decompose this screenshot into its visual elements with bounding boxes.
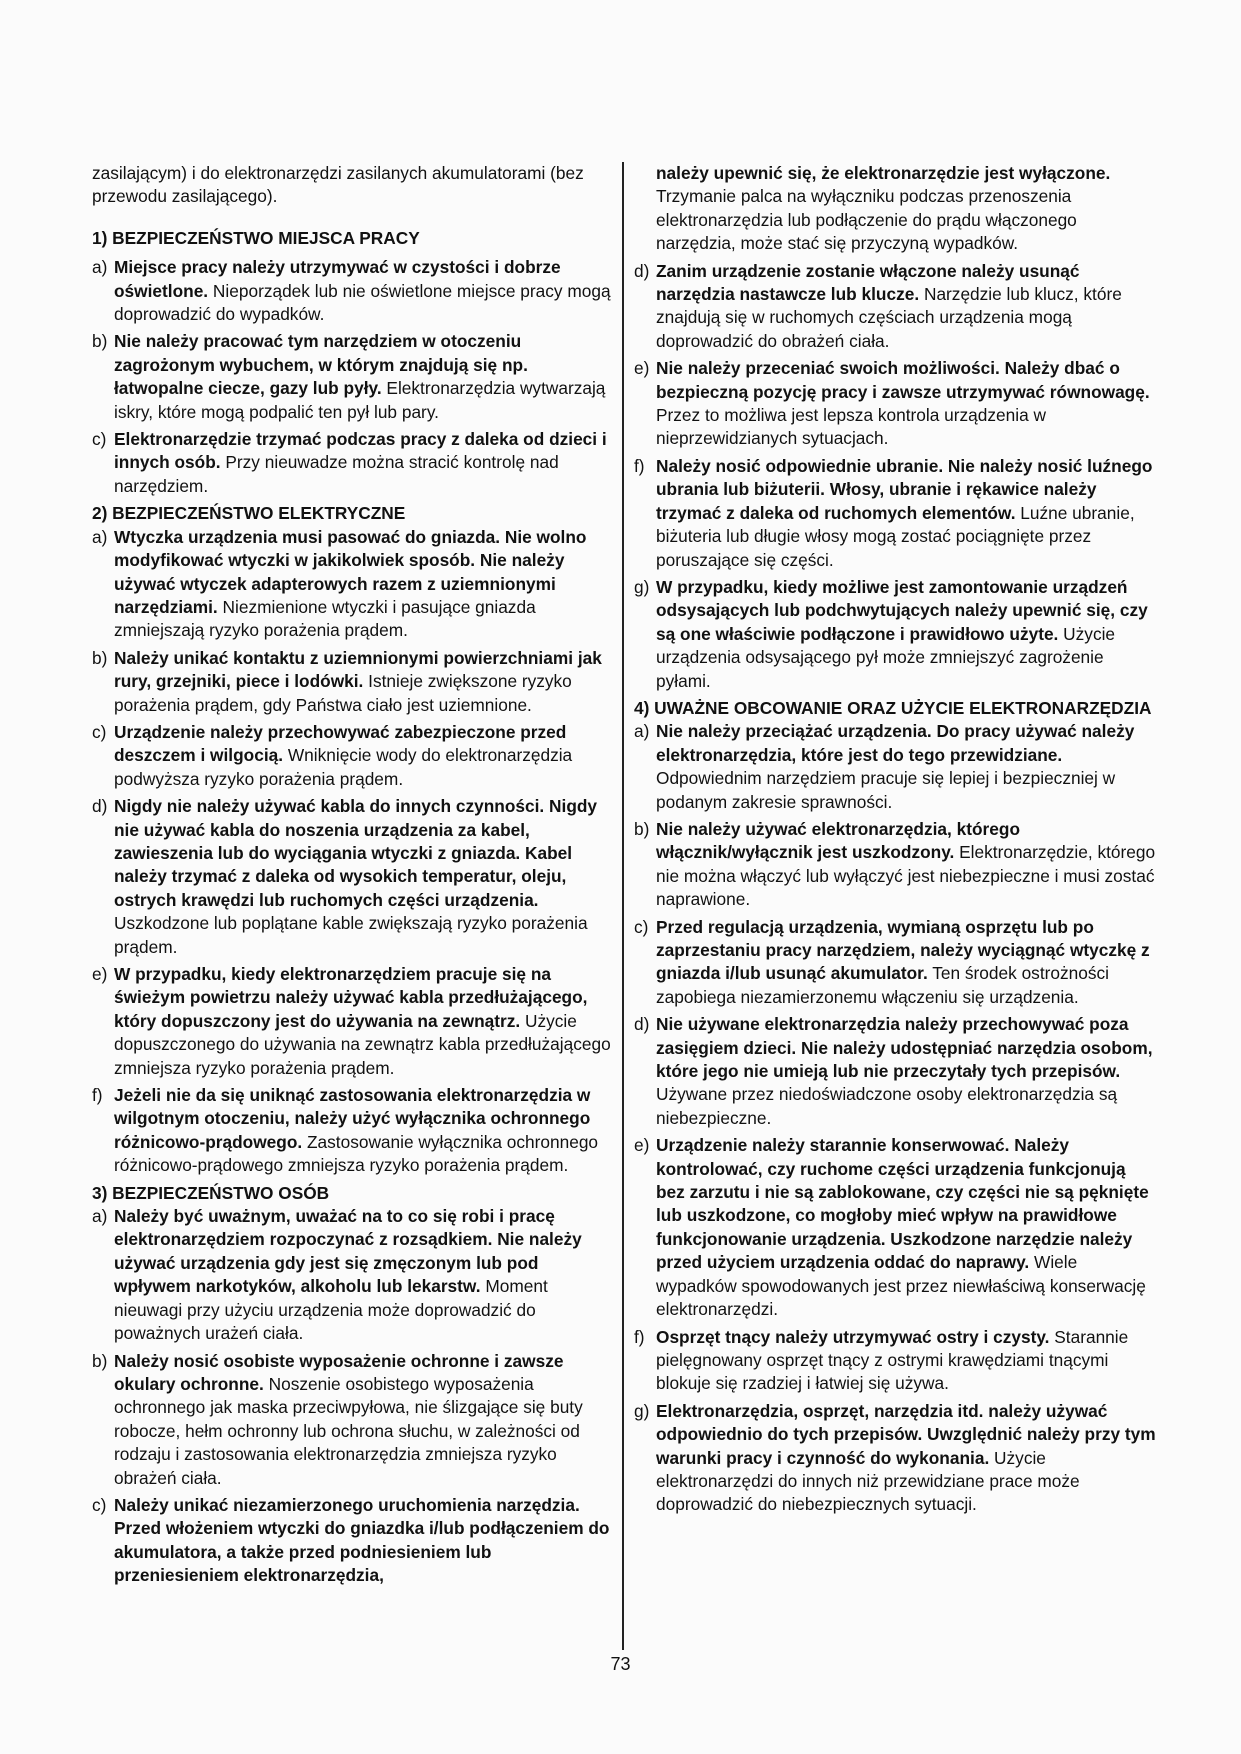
list-item bbox=[92, 963, 612, 1080]
list-item bbox=[92, 526, 612, 643]
list-item bbox=[634, 1013, 1158, 1130]
item-bold-text: Urządzenie należy starannie konserwować. Należy kontrolować, czy ruchome części urządzenia funkcjonują bez zarzutu i nie są zablokowane, czy części nie są pęknięte lub uszkodzone, co mogłoby mieć wpływ na prawidłowe funkcjonowanie urządzenia. Uszkodzone narzędzie należy przed użyciem urządzenia oddać do naprawy. bbox=[656, 1135, 1149, 1273]
list-item bbox=[634, 357, 1158, 451]
item-letter: c) bbox=[92, 1494, 107, 1515]
item-body bbox=[656, 1134, 1158, 1321]
item-text: Użycie dopuszczonego do używania na zewnątrz kabla przedłużającego zmniejsza ryzyko porażenia prądem. bbox=[114, 1010, 611, 1078]
item-bold-text: należy upewnić się, że elektronarzędzie jest wyłączone. bbox=[656, 163, 1111, 183]
item-body bbox=[114, 1205, 612, 1345]
list-item bbox=[634, 1400, 1158, 1517]
item-body bbox=[656, 576, 1158, 693]
item-letter: f) bbox=[634, 455, 645, 476]
item-body bbox=[114, 1494, 612, 1588]
list-item bbox=[634, 720, 1158, 814]
item-bold-text: Zanim urządzenie zostanie włączone należy usunąć narzędzia nastawcze lub klucze. bbox=[656, 260, 1080, 305]
item-body bbox=[656, 455, 1158, 572]
list-item bbox=[634, 1134, 1158, 1321]
item-letter: a) bbox=[92, 526, 108, 547]
left-column bbox=[92, 162, 612, 1592]
item-body bbox=[656, 1326, 1158, 1396]
list-item bbox=[634, 576, 1158, 693]
item-letter: b) bbox=[92, 1350, 108, 1371]
item-letter: c) bbox=[92, 429, 107, 450]
list-item bbox=[634, 818, 1158, 912]
item-text: Istnieje zwiększone ryzyko porażenia prądem, gdy Państwa ciało jest uziemnione. bbox=[114, 671, 572, 715]
item-text: Wniknięcie wody do elektronarzędzia podwyższa ryzyko porażenia prądem. bbox=[114, 745, 573, 789]
item-letter: d) bbox=[634, 260, 650, 281]
list-item bbox=[92, 1084, 612, 1178]
item-body bbox=[656, 357, 1158, 451]
list-item bbox=[92, 795, 612, 959]
item-letter: e) bbox=[634, 358, 650, 379]
item-body bbox=[114, 795, 612, 959]
item-text: Przy nieuwadze można stracić kontrolę nad narzędziem. bbox=[114, 452, 559, 496]
item-bold-text: Elektronarzędzia, osprzęt, narzędzia itd. należy używać odpowiednio do tych przepisów. Uwzględnić należy przy tym warunki pracy i czynność do wykonania. bbox=[656, 1400, 1156, 1468]
item-bold-text: Nie należy używać elektronarzędzia, którego włącznik/wyłącznik jest uszkodzony. bbox=[656, 818, 1020, 863]
page-number: 73 bbox=[610, 1654, 631, 1674]
item-text: Nieporządek lub nie oświetlone miejsce pracy mogą doprowadzić do wypadków. bbox=[114, 280, 611, 325]
item-text: Wiele wypadków spowodowanych jest przez niewłaściwą konserwację elektronarzędzi. bbox=[656, 1252, 1146, 1320]
item-body bbox=[114, 330, 612, 424]
item-body bbox=[114, 428, 612, 498]
item-letter: e) bbox=[92, 964, 108, 984]
list-item bbox=[92, 256, 612, 326]
item-text: Używane przez niedoświadczone osoby elektronarzędzia są niebezpieczne. bbox=[656, 1084, 1118, 1128]
item-text: Ten środek ostrożności zapobiega niezamierzonemu włączeniu się urządzenia. bbox=[656, 963, 1109, 1007]
item-text: Luźne ubranie, biżuteria lub długie włosy mogą zostać pociągnięte przez poruszające się części. bbox=[656, 502, 1135, 570]
item-body bbox=[656, 260, 1158, 354]
list-item bbox=[92, 1350, 612, 1490]
item-indent bbox=[634, 162, 656, 256]
item-bold-text: Nigdy nie należy używać kabla do innych czynności. Nigdy nie używać kabla do noszenia urządzenia za kabel, zawieszenia lub do wyciągania wtyczki z gniazda. Kabel należy trzymać z daleka od wysokich temperatur, oleju, ostrych krawędzi lub ruchomych części urządzenia. bbox=[114, 796, 598, 910]
item-text: Noszenie osobistego wyposażenia ochronnego jak maska przeciwpyłowa, nie ślizgające się buty robocze, hełm ochronny lub ochrona słuchu, w zależności od rodzaju i zastosowania elektronarzędzia zmniejsza ryzyko obrażeń ciała. bbox=[114, 1373, 583, 1488]
item-letter: d) bbox=[92, 796, 108, 817]
item-letter: f) bbox=[634, 1326, 645, 1347]
item-letter: g) bbox=[634, 576, 650, 597]
item-bold-text: Elektronarzędzie trzymać podczas pracy z daleka od dzieci i innych osób. bbox=[114, 429, 607, 473]
item-text: Trzymanie palca na wyłączniku podczas przenoszenia elektronarzędzia lub podłączenie do prądu włączonego narzędzia, może stać się przyczyną wypadków. bbox=[656, 186, 1077, 254]
item-bold-text: W przypadku, kiedy możliwe jest zamontowanie urządzeń odsysających lub podchwytujących należy upewnić się, czy są one właściwie podłączone i prawidłowo użyte. bbox=[656, 576, 1148, 644]
item-body bbox=[114, 1350, 612, 1490]
item-text: Moment nieuwagi przy użyciu urządzenia może doprowadzić do poważnych urażeń ciała. bbox=[114, 1276, 548, 1344]
item-bold-text: Jeżeli nie da się uniknąć zastosowania elektronarzędzia w wilgotnym otoczeniu, należy użyć wyłącznika ochronnego różnicowo-prądowego. bbox=[114, 1085, 591, 1152]
list-item bbox=[92, 428, 612, 498]
item-letter: e) bbox=[634, 1135, 650, 1156]
section-2-heading: 2) BEZPIECZEŃSTWO ELEKTRYCZNE bbox=[92, 503, 406, 524]
item-letter: c) bbox=[92, 721, 107, 742]
item-letter: b) bbox=[634, 818, 650, 839]
column-divider bbox=[622, 162, 624, 1650]
section-3-heading: 3) BEZPIECZEŃSTWO OSÓB bbox=[92, 1182, 330, 1203]
item-letter: a) bbox=[92, 1206, 108, 1227]
item-body bbox=[656, 162, 1158, 256]
item-text: Użycie elektronarzędzi do innych niż przewidziane prace może doprowadzić do niebezpiecznych sytuacji. bbox=[656, 1447, 1080, 1515]
item-bold-text: Należy unikać kontaktu z uziemnionymi powierzchniami jak rury, grzejniki, piece i lodówki. bbox=[114, 647, 602, 692]
item-body bbox=[656, 720, 1158, 814]
list-item bbox=[92, 330, 612, 424]
item-letter: g) bbox=[634, 1400, 650, 1421]
item-body bbox=[114, 721, 612, 791]
item-letter: b) bbox=[92, 331, 108, 352]
item-letter: c) bbox=[634, 916, 649, 937]
item-body bbox=[114, 256, 612, 326]
item-bold-text: Osprzęt tnący należy utrzymywać ostry i czysty. bbox=[656, 1326, 1050, 1347]
item-body bbox=[656, 916, 1158, 1010]
section-4-heading: 4) UWAŻNE OBCOWANIE ORAZ UŻYCIE ELEKTRONARZĘDZIA bbox=[634, 697, 1152, 718]
item-bold-text: Urządzenie należy przechowywać zabezpieczone przed deszczem i wilgocią. bbox=[114, 721, 567, 766]
item-text: Zastosowanie wyłącznika ochronnego różnicowo-prądowego zmniejsza ryzyko porażenia prądem. bbox=[114, 1131, 599, 1176]
item-bold-text: Nie należy przeciążać urządzenia. Do pracy używać należy elektronarzędzia, które jest do tego przewidziane. bbox=[656, 721, 1135, 765]
item-body bbox=[114, 1084, 612, 1178]
list-item bbox=[634, 1326, 1158, 1396]
item-bold-text: Należy być uważnym, uważać na to co się robi i pracę elektronarzędziem rozpoczynać z rozsądkiem. Nie należy używać urządzenia gdy jest się zmęczonym lub pod wpływem narkotyków, alkoholu lub lekarstw. bbox=[114, 1206, 582, 1297]
list-item bbox=[634, 916, 1158, 1010]
item-text: Elektronarzędzia wytwarzają iskry, które mogą podpalić ten pył lub pary. bbox=[114, 378, 606, 422]
item-body bbox=[656, 818, 1158, 912]
item-bold-text: Należy nosić osobiste wyposażenie ochronne i zawsze okulary ochronne. bbox=[114, 1350, 564, 1394]
list-item bbox=[92, 1494, 612, 1588]
list-item bbox=[92, 647, 612, 717]
item-bold-text: Należy nosić odpowiednie ubranie. Nie należy nosić luźnego ubrania lub biżuterii. Włosy, ubranie i rękawice należy trzymać z daleka od ruchomych elementów. bbox=[656, 455, 1153, 523]
item-letter: d) bbox=[634, 1014, 650, 1035]
intro-paragraph: zasilającym) i do elektronarzędzi zasilanych akumulatorami (bez przewodu zasilającego). bbox=[92, 163, 584, 207]
item-bold-text: Nie należy pracować tym narzędziem w otoczeniu zagrożonym wybuchem, w którym znajdują się np. łatwopalne ciecze, gazy lub pyły. bbox=[114, 331, 528, 399]
item-bold-text: W przypadku, kiedy elektronarzędziem pracuje się na świeżym powietrzu należy używać kabla przedłużającego, który dopuszczony jest do używania na zewnątrz. bbox=[114, 964, 588, 1031]
item-body bbox=[114, 526, 612, 643]
item-text: Uszkodzone lub poplątane kable zwiększają ryzyko porażenia prądem. bbox=[114, 913, 588, 957]
item-bold-text: Przed regulacją urządzenia, wymianą osprzętu lub po zaprzestaniu pracy narzędziem, należy wyciągnąć wtyczkę z gniazda i/lub usunąć akumulator. bbox=[656, 916, 1150, 984]
item-text: Odpowiednim narzędziem pracuje się lepiej i bezpieczniej w podanym zakresie sprawności. bbox=[656, 768, 1116, 812]
item-body bbox=[114, 647, 612, 717]
item-bold-text: Nie należy przeceniać swoich możliwości. Należy dbać o bezpieczną pozycję pracy i zawsze utrzymywać równowagę. bbox=[656, 358, 1150, 402]
item-bold-text: Nie używane elektronarzędzia należy przechowywać poza zasięgiem dzieci. Nie należy udostępniać narzędzia osobom, które jego nie umieją lub nie przeczytały tych przepisów. bbox=[656, 1014, 1153, 1082]
item-body bbox=[656, 1400, 1158, 1517]
item-bold-text: Miejsce pracy należy utrzymywać w czystości i dobrze oświetlone. bbox=[114, 257, 561, 301]
list-item bbox=[634, 455, 1158, 572]
item-text: Przez to możliwa jest lepsza kontrola urządzenia w nieprzewidzianych sytuacjach. bbox=[656, 405, 1046, 449]
item-bold-text: Należy unikać niezamierzonego uruchomienia narzędzia. Przed włożeniem wtyczki do gniazdka i/lub podłączeniem do akumulatora, a także przed podniesieniem lub przeniesieniem elektronarzędzia, bbox=[114, 1494, 610, 1586]
item-letter: b) bbox=[92, 647, 108, 668]
list-item bbox=[634, 260, 1158, 354]
item-text: Użycie urządzenia odsysającego pył może zmniejszyć zagrożenie pyłami. bbox=[656, 623, 1116, 691]
item-body bbox=[114, 963, 612, 1080]
list-item bbox=[92, 721, 612, 791]
item-letter: a) bbox=[92, 257, 108, 278]
item-letter: a) bbox=[634, 721, 650, 742]
list-item bbox=[92, 1205, 612, 1345]
right-column bbox=[634, 162, 1158, 1521]
item-letter: f) bbox=[92, 1085, 103, 1106]
continued-item bbox=[634, 162, 1158, 256]
item-bold-text: Wtyczka urządzenia musi pasować do gniazda. Nie wolno modyfikować wtyczki w jakikolwiek sposób. Nie należy używać wtyczek adapterowych razem z uziemnionymi narzędziami. bbox=[114, 526, 587, 617]
item-text: Elektronarzędzie, którego nie można włączyć lub wyłączyć jest niebezpieczne i musi zostać naprawione. bbox=[656, 842, 1156, 910]
section-1-heading: 1) BEZPIECZEŃSTWO MIEJSCA PRACY bbox=[92, 227, 420, 248]
item-text: Starannie pielęgnowany osprzęt tnący z ostrymi krawędziami tnącymi blokuje się rzadziej i łatwiej się używa. bbox=[656, 1326, 1129, 1394]
item-text: Niezmienione wtyczki i pasujące gniazda zmniejszają ryzyko porażenia prądem. bbox=[114, 596, 536, 641]
item-body bbox=[656, 1013, 1158, 1130]
item-text: Narzędzie lub klucz, które znajdują się w ruchomych częściach urządzenia mogą doprowadzić do obrażeń ciała. bbox=[656, 284, 1122, 351]
